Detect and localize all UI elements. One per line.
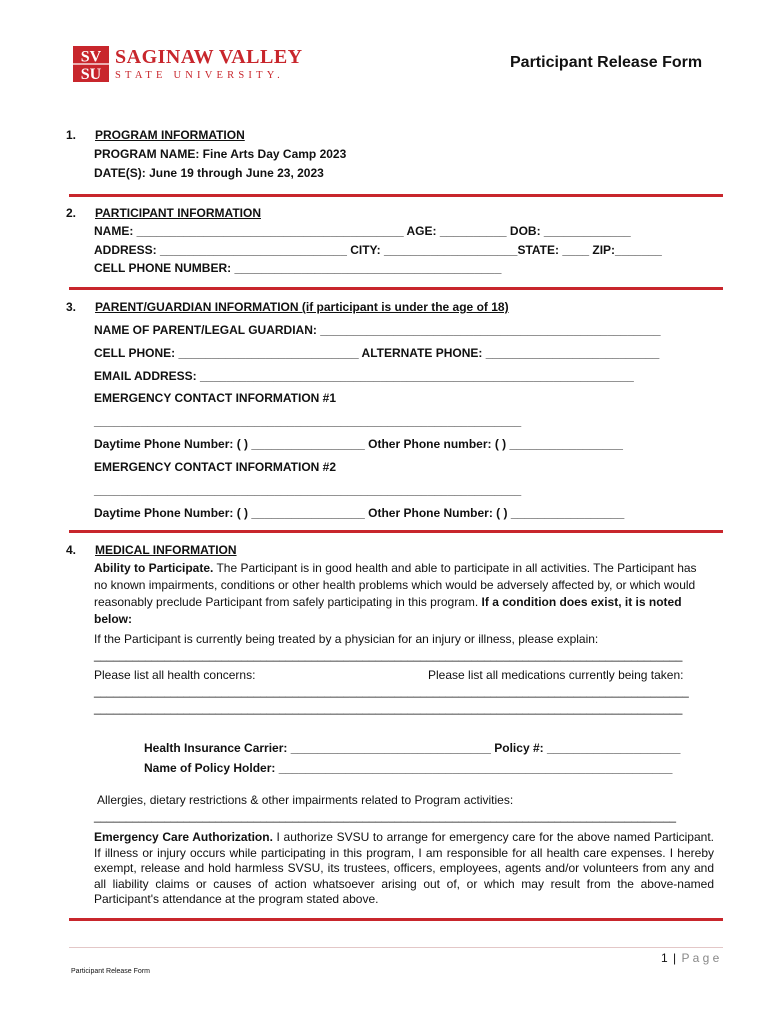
section-divider-4: [69, 918, 723, 921]
guardian-email-field[interactable]: EMAIL ADDRESS: _________________________________________________________________: [94, 369, 634, 383]
section-divider-3: [69, 530, 723, 533]
section-1-number: 1.: [66, 128, 77, 142]
health-blank-line-1[interactable]: _____________________________________________________________________________________________: [94, 686, 689, 698]
emergency-contact-2-heading: EMERGENCY CONTACT INFORMATION #2: [94, 460, 337, 474]
health-blank-line-2[interactable]: ____________________________________________________________________________________________: [94, 703, 683, 715]
health-concerns-label: Please list all health concerns:: [94, 668, 256, 682]
section-2-number: 2.: [66, 206, 77, 220]
insurance-carrier-field[interactable]: Health Insurance Carrier: ______________________________ Policy #: ____________________: [144, 741, 681, 755]
page-word: P a g e: [681, 951, 720, 965]
section-divider-1: [69, 194, 723, 197]
eca-text: I authorize SVSU to arrange for emergency care for the above named Participant. If illness or injury occurs while participating in this program, I am responsible for all health care expenses. I hereby exempt, release and hold harmless SVSU, its trustees, officers, employees, agents and/or volunteers from any and all liability claims or causes of action whatsoever arising out of, or which may result from the above-named Participant's attendance at the program stated above.: [94, 830, 714, 906]
emergency-contact-1-name-field[interactable]: ________________________________________________________________: [94, 414, 522, 428]
medications-label: Please list all medications currently being taken:: [428, 668, 684, 682]
page-title: Participant Release Form: [510, 54, 703, 71]
svsu-logo-mark: [73, 46, 109, 82]
emergency-contact-1-heading: EMERGENCY CONTACT INFORMATION #1: [94, 391, 337, 405]
section-divider-2: [69, 287, 723, 290]
logo-name: SAGINAW VALLEY: [115, 46, 303, 68]
section-1-heading: PROGRAM INFORMATION: [95, 128, 245, 142]
logo-subtitle: STATE UNIVERSITY.: [115, 70, 284, 81]
eca-label: Emergency Care Authorization.: [94, 830, 273, 844]
physician-prompt: If the Participant is currently being treated by a physician for an injury or illness, please explain:: [94, 632, 599, 646]
allergies-field[interactable]: ___________________________________________________________________________________________: [94, 811, 677, 823]
section-4-heading: MEDICAL INFORMATION: [95, 543, 237, 557]
guardian-name-field[interactable]: NAME OF PARENT/LEGAL GUARDIAN: ___________________________________________________: [94, 323, 661, 337]
page-number-value: 1: [661, 951, 668, 965]
footer-divider: [69, 947, 723, 948]
policy-holder-field[interactable]: Name of Policy Holder: ___________________________________________________________: [144, 761, 673, 775]
footer-doc-name: Participant Release Form: [71, 968, 150, 975]
participant-address-field[interactable]: ADDRESS: ____________________________ CITY: ____________________STATE: ____ ZIP:_______: [94, 243, 662, 257]
emergency-contact-2-phone-field[interactable]: Daytime Phone Number: ( ) _________________ Other Phone Number: ( ) _________________: [94, 506, 625, 520]
participant-name-field[interactable]: NAME: ________________________________________ AGE: __________ DOB: _____________: [94, 224, 631, 238]
participant-cell-field[interactable]: CELL PHONE NUMBER: ________________________________________: [94, 261, 502, 275]
program-dates: DATE(S): June 19 through June 23, 2023: [94, 166, 324, 180]
emergency-care-authorization-paragraph: [94, 830, 714, 908]
ability-to-participate-paragraph: [94, 560, 711, 628]
emergency-contact-2-name-field[interactable]: ________________________________________________________________: [94, 483, 522, 497]
ability-note: If a condition does exist, it is noted below:: [94, 595, 682, 626]
logo-mark-top: SV: [80, 48, 102, 66]
section-3-heading: PARENT/GUARDIAN INFORMATION (if participant is under the age of 18): [95, 300, 509, 314]
guardian-phone-field[interactable]: CELL PHONE: ___________________________ ALTERNATE PHONE: __________________________: [94, 346, 660, 360]
ability-label: Ability to Participate.: [94, 561, 214, 575]
logo-wordmark: [115, 47, 303, 83]
emergency-contact-1-phone-field[interactable]: Daytime Phone Number: ( ) _________________ Other Phone number: ( ) _________________: [94, 437, 623, 451]
page-number: [661, 951, 719, 965]
allergies-prompt: Allergies, dietary restrictions & other impairments related to Program activities:: [97, 793, 514, 807]
section-3-number: 3.: [66, 300, 77, 314]
page-number-separator: |: [673, 951, 677, 965]
logo-mark-bottom: SU: [80, 66, 102, 82]
ability-text: The Participant is in good health and able to participate in all activities. The Participant has no known impairments, conditions or other health problems which would be adversely affected by, or which would reasonably preclude Participant from safely participating in this program.: [94, 561, 697, 609]
section-2-heading: PARTICIPANT INFORMATION: [95, 206, 261, 220]
program-name: PROGRAM NAME: Fine Arts Day Camp 2023: [94, 147, 347, 161]
section-4-number: 4.: [66, 543, 77, 557]
physician-explain-field[interactable]: ____________________________________________________________________________________________: [94, 650, 683, 662]
